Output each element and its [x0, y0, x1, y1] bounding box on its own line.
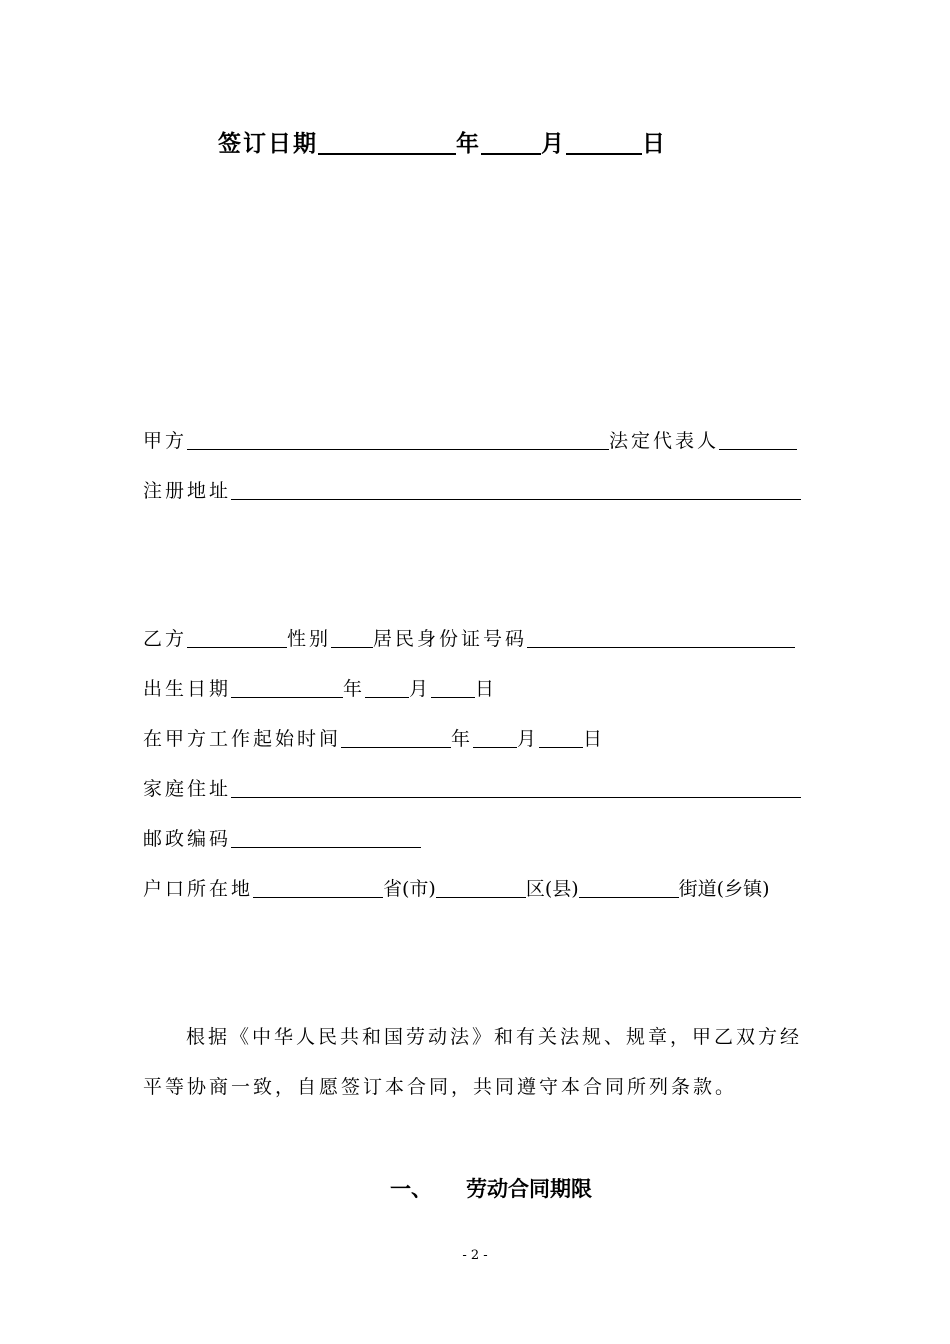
- birth-row: [143, 675, 497, 701]
- label: 家庭住址: [143, 778, 232, 800]
- label: 签订日期: [218, 130, 318, 157]
- blank[interactable]: [231, 827, 421, 848]
- party-a-row: [143, 427, 797, 453]
- signing-date: [218, 128, 667, 158]
- blank[interactable]: [436, 877, 526, 898]
- label: 月: [409, 678, 432, 700]
- label: 日: [583, 728, 606, 750]
- hukou-row: [143, 875, 770, 901]
- blank[interactable]: [473, 727, 517, 748]
- gender-blank[interactable]: [331, 627, 373, 648]
- section-heading: [390, 1173, 592, 1203]
- address-blank[interactable]: [231, 479, 801, 500]
- intro-paragraph: 根据《中华人民共和国劳动法》和有关法规、规章，甲乙双方经平等协商一致，自愿签订本合同，共同遵守本合同所列条款。: [143, 1026, 803, 1098]
- id-blank[interactable]: [527, 627, 795, 648]
- label: 日: [642, 130, 667, 157]
- label: 区(县): [525, 878, 579, 900]
- section-title: 劳动合同期限: [466, 1176, 592, 1201]
- day-blank[interactable]: [566, 133, 642, 155]
- blank[interactable]: [539, 727, 583, 748]
- month-blank[interactable]: [481, 133, 541, 155]
- postal-row: [143, 825, 421, 851]
- party-a-blank[interactable]: [187, 429, 609, 450]
- year-blank[interactable]: [318, 133, 456, 155]
- label: 居民身份证号码: [373, 628, 528, 650]
- blank[interactable]: [253, 877, 383, 898]
- address-row: [143, 477, 801, 503]
- blank[interactable]: [579, 877, 679, 898]
- section-number: 一、: [390, 1176, 432, 1201]
- label: 甲方: [143, 430, 188, 452]
- label: 月: [541, 130, 566, 157]
- label: 年: [451, 728, 474, 750]
- label: 年: [456, 130, 481, 157]
- blank[interactable]: [341, 727, 451, 748]
- label: 月: [517, 728, 540, 750]
- label: 乙方: [143, 628, 188, 650]
- start-row: [143, 725, 605, 751]
- label: 在甲方工作起始时间: [143, 728, 342, 750]
- label: 性别: [287, 628, 332, 650]
- blank[interactable]: [231, 777, 801, 798]
- label: 街道(乡镇): [678, 878, 770, 900]
- blank[interactable]: [431, 677, 475, 698]
- label: 邮政编码: [143, 828, 232, 850]
- label: 注册地址: [143, 480, 232, 502]
- label: 日: [475, 678, 498, 700]
- party-b-row: [143, 625, 795, 651]
- label: 法定代表人: [609, 430, 720, 452]
- label: 出生日期: [143, 678, 232, 700]
- home-row: [143, 775, 801, 801]
- label: 省(市): [383, 878, 436, 900]
- blank[interactable]: [231, 677, 343, 698]
- blank[interactable]: [365, 677, 409, 698]
- label: 户口所在地: [143, 878, 254, 900]
- party-b-blank[interactable]: [187, 627, 287, 648]
- label: 年: [343, 678, 366, 700]
- page-number: - 2 -: [462, 1248, 488, 1263]
- rep-blank[interactable]: [719, 429, 797, 450]
